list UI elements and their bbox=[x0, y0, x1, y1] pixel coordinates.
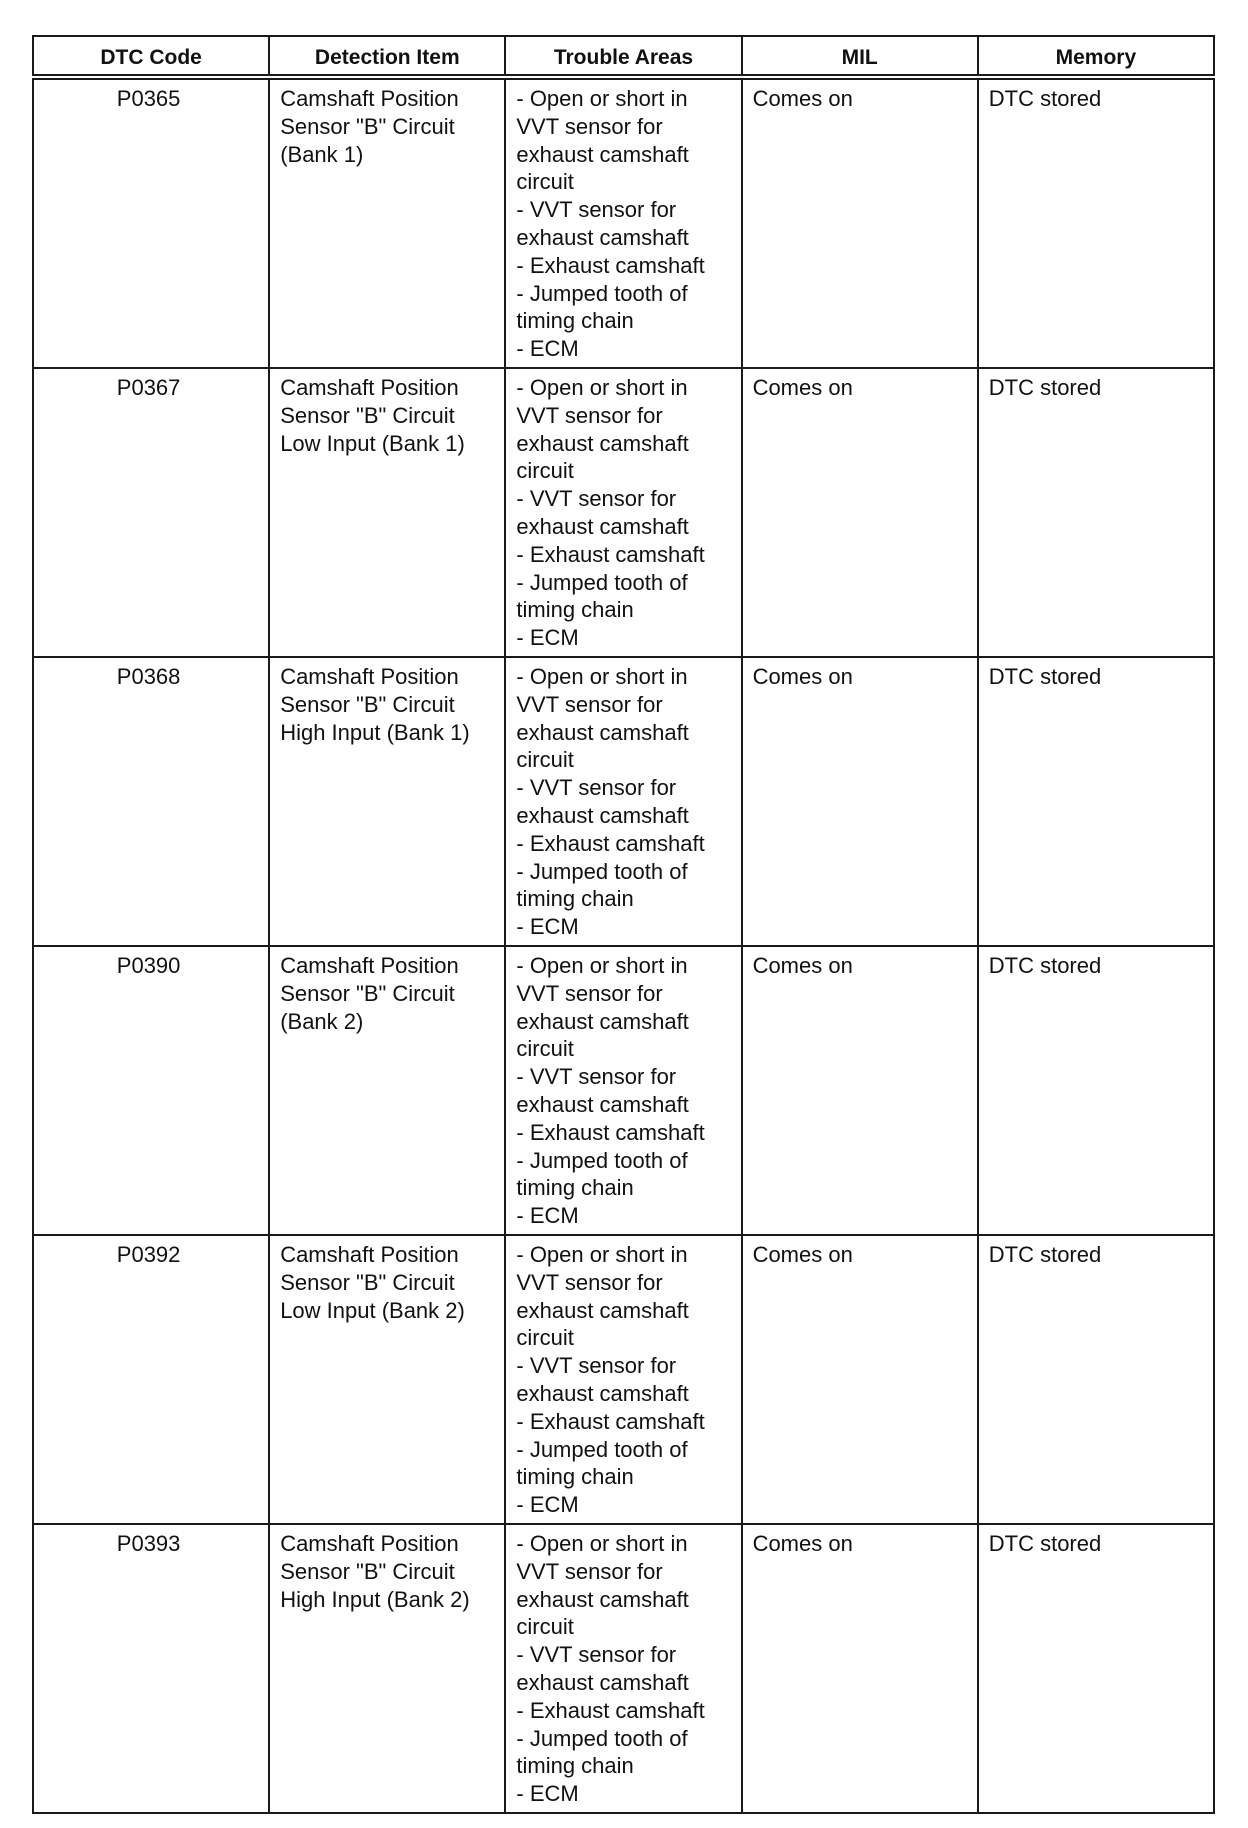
memory-cell: DTC stored bbox=[978, 1235, 1214, 1524]
detection-item-cell bbox=[269, 1235, 505, 1524]
detection-item-cell bbox=[269, 77, 505, 368]
detection-item-line: Camshaft Position bbox=[280, 664, 459, 689]
header-dtc-code: DTC Code bbox=[33, 36, 269, 77]
trouble-area-line: - Exhaust camshaft bbox=[516, 830, 705, 856]
trouble-area-line: - Open or short in bbox=[516, 86, 688, 111]
trouble-area-line: - VVT sensor for bbox=[516, 1642, 677, 1668]
memory-cell: DTC stored bbox=[978, 1524, 1214, 1813]
trouble-areas-cell bbox=[505, 946, 741, 1235]
trouble-area-line: exhaust camshaft bbox=[516, 802, 689, 828]
trouble-area-line: VVT sensor for bbox=[516, 1269, 663, 1295]
detection-item-line: Sensor "B" Circuit bbox=[280, 1269, 455, 1295]
trouble-area-line: - ECM bbox=[516, 1492, 579, 1518]
trouble-area-line: exhaust camshaft bbox=[516, 224, 689, 250]
trouble-area-line: timing chain bbox=[516, 597, 634, 623]
trouble-area-line: circuit bbox=[516, 1614, 574, 1640]
header-row bbox=[33, 36, 1214, 77]
trouble-area-line: - Open or short in bbox=[516, 1242, 688, 1267]
trouble-area-line: - Exhaust camshaft bbox=[516, 1697, 705, 1723]
trouble-area-line: exhaust camshaft bbox=[516, 1297, 689, 1323]
memory-cell: DTC stored bbox=[978, 368, 1214, 657]
table-header bbox=[33, 36, 1214, 77]
memory-cell: DTC stored bbox=[978, 657, 1214, 946]
trouble-area-line: - Exhaust camshaft bbox=[516, 1119, 705, 1145]
mil-cell: Comes on bbox=[742, 946, 978, 1235]
trouble-area-line: - Exhaust camshaft bbox=[516, 1408, 705, 1434]
dtc-code-cell: P0393 bbox=[33, 1524, 269, 1813]
mil-cell: Comes on bbox=[742, 657, 978, 946]
trouble-area-line: - Exhaust camshaft bbox=[516, 541, 705, 567]
trouble-areas-cell bbox=[505, 1235, 741, 1524]
trouble-area-line: circuit bbox=[516, 458, 574, 484]
trouble-area-line: circuit bbox=[516, 1325, 574, 1351]
trouble-area-line: - Jumped tooth of bbox=[516, 569, 688, 595]
trouble-area-line: VVT sensor for bbox=[516, 691, 663, 717]
table-row bbox=[33, 1235, 1214, 1524]
header-detection-item: Detection Item bbox=[269, 36, 505, 77]
trouble-areas-cell bbox=[505, 77, 741, 368]
trouble-area-line: - Jumped tooth of bbox=[516, 1147, 688, 1173]
detection-item-line: Sensor "B" Circuit bbox=[280, 1558, 455, 1584]
mil-cell: Comes on bbox=[742, 77, 978, 368]
table-row bbox=[33, 946, 1214, 1235]
trouble-area-line: - Open or short in bbox=[516, 664, 688, 689]
trouble-area-line: - VVT sensor for bbox=[516, 775, 677, 801]
trouble-area-line: timing chain bbox=[516, 1175, 634, 1201]
header-trouble-areas: Trouble Areas bbox=[505, 36, 741, 77]
detection-item-line: Sensor "B" Circuit bbox=[280, 113, 455, 139]
trouble-area-line: - Open or short in bbox=[516, 375, 688, 400]
mil-cell: Comes on bbox=[742, 1524, 978, 1813]
memory-cell: DTC stored bbox=[978, 946, 1214, 1235]
trouble-area-line: - Open or short in bbox=[516, 1531, 688, 1556]
trouble-areas-cell bbox=[505, 368, 741, 657]
detection-item-line: Camshaft Position bbox=[280, 1242, 459, 1267]
table-body bbox=[33, 77, 1214, 1813]
trouble-area-line: VVT sensor for bbox=[516, 1558, 663, 1584]
detection-item-cell bbox=[269, 1524, 505, 1813]
trouble-area-line: timing chain bbox=[516, 1464, 634, 1490]
trouble-area-line: timing chain bbox=[516, 308, 634, 334]
trouble-area-line: - Open or short in bbox=[516, 953, 688, 978]
trouble-area-line: exhaust camshaft bbox=[516, 1669, 689, 1695]
trouble-area-line: exhaust camshaft bbox=[516, 1008, 689, 1034]
trouble-area-line: - VVT sensor for bbox=[516, 197, 677, 223]
detection-item-line: (Bank 1) bbox=[280, 141, 364, 167]
trouble-area-line: - VVT sensor for bbox=[516, 1064, 677, 1090]
trouble-area-line: - Jumped tooth of bbox=[516, 280, 688, 306]
detection-item-line: Camshaft Position bbox=[280, 1531, 459, 1556]
mil-cell: Comes on bbox=[742, 368, 978, 657]
trouble-area-line: - VVT sensor for bbox=[516, 1353, 677, 1379]
trouble-area-line: circuit bbox=[516, 1036, 574, 1062]
detection-item-line: High Input (Bank 2) bbox=[280, 1586, 470, 1612]
dtc-code-cell: P0368 bbox=[33, 657, 269, 946]
detection-item-cell bbox=[269, 657, 505, 946]
trouble-area-line: VVT sensor for bbox=[516, 980, 663, 1006]
trouble-area-line: - Jumped tooth of bbox=[516, 858, 688, 884]
dtc-code-cell: P0367 bbox=[33, 368, 269, 657]
mil-cell: Comes on bbox=[742, 1235, 978, 1524]
trouble-area-line: timing chain bbox=[516, 886, 634, 912]
trouble-area-line: exhaust camshaft bbox=[516, 430, 689, 456]
trouble-area-line: exhaust camshaft bbox=[516, 719, 689, 745]
detection-item-line: Camshaft Position bbox=[280, 953, 459, 978]
trouble-area-line: - ECM bbox=[516, 1781, 579, 1807]
detection-item-line: Camshaft Position bbox=[280, 375, 459, 400]
header-memory: Memory bbox=[978, 36, 1214, 77]
detection-item-line: (Bank 2) bbox=[280, 1008, 364, 1034]
detection-item-line: High Input (Bank 1) bbox=[280, 719, 470, 745]
trouble-areas-cell bbox=[505, 1524, 741, 1813]
detection-item-cell bbox=[269, 368, 505, 657]
trouble-area-line: timing chain bbox=[516, 1753, 634, 1779]
table-row bbox=[33, 77, 1214, 368]
trouble-area-line: - ECM bbox=[516, 336, 579, 362]
table-row bbox=[33, 1524, 1214, 1813]
trouble-area-line: - Exhaust camshaft bbox=[516, 252, 705, 278]
trouble-area-line: - Jumped tooth of bbox=[516, 1436, 688, 1462]
trouble-area-line: circuit bbox=[516, 747, 574, 773]
trouble-area-line: - VVT sensor for bbox=[516, 486, 677, 512]
trouble-area-line: exhaust camshaft bbox=[516, 141, 689, 167]
memory-cell: DTC stored bbox=[978, 77, 1214, 368]
trouble-area-line: exhaust camshaft bbox=[516, 1380, 689, 1406]
trouble-area-line: circuit bbox=[516, 169, 574, 195]
detection-item-line: Sensor "B" Circuit bbox=[280, 980, 455, 1006]
dtc-code-cell: P0390 bbox=[33, 946, 269, 1235]
trouble-area-line: exhaust camshaft bbox=[516, 513, 689, 539]
dtc-table bbox=[32, 35, 1215, 1814]
trouble-area-line: exhaust camshaft bbox=[516, 1586, 689, 1612]
trouble-area-line: VVT sensor for bbox=[516, 113, 663, 139]
trouble-area-line: VVT sensor for bbox=[516, 402, 663, 428]
detection-item-cell bbox=[269, 946, 505, 1235]
trouble-area-line: exhaust camshaft bbox=[516, 1091, 689, 1117]
detection-item-line: Sensor "B" Circuit bbox=[280, 691, 455, 717]
header-mil: MIL bbox=[742, 36, 978, 77]
trouble-areas-cell bbox=[505, 657, 741, 946]
table-row bbox=[33, 368, 1214, 657]
table-row bbox=[33, 657, 1214, 946]
detection-item-line: Low Input (Bank 1) bbox=[280, 430, 465, 456]
detection-item-line: Low Input (Bank 2) bbox=[280, 1297, 465, 1323]
trouble-area-line: - ECM bbox=[516, 1203, 579, 1229]
trouble-area-line: - Jumped tooth of bbox=[516, 1725, 688, 1751]
trouble-area-line: - ECM bbox=[516, 625, 579, 651]
trouble-area-line: - ECM bbox=[516, 914, 579, 940]
detection-item-line: Sensor "B" Circuit bbox=[280, 402, 455, 428]
dtc-code-cell: P0392 bbox=[33, 1235, 269, 1524]
dtc-code-cell: P0365 bbox=[33, 77, 269, 368]
detection-item-line: Camshaft Position bbox=[280, 86, 459, 111]
